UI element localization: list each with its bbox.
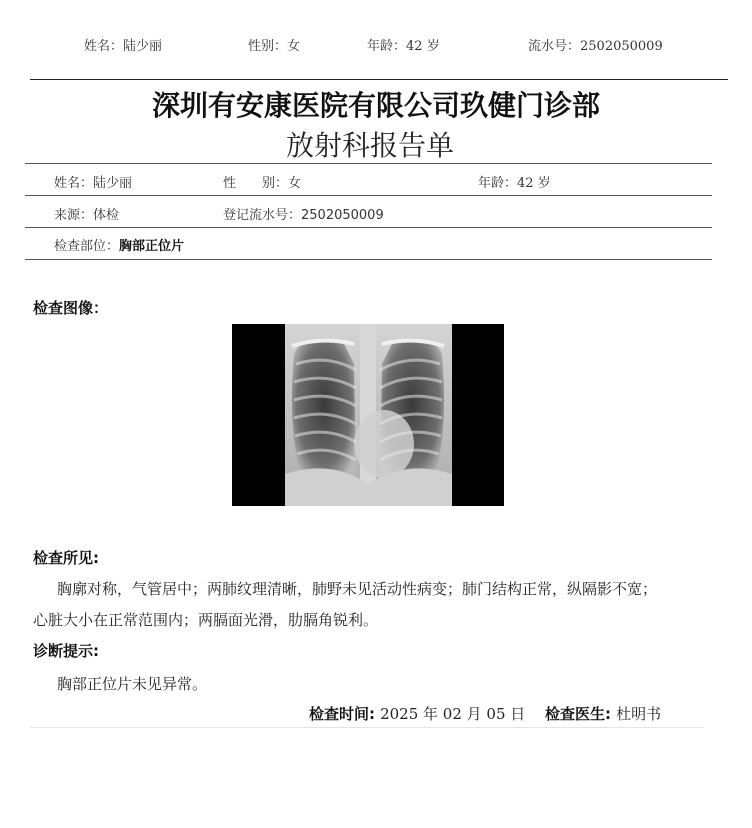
exam-doctor bbox=[545, 703, 661, 724]
patient-gender: 性 别：女 bbox=[223, 176, 302, 191]
patient-source: 来源：体检 bbox=[54, 208, 120, 223]
findings-text-line1: 胸廓对称，气管居中；两肺纹理清晰，肺野未见活动性病变；肺门结构正常，纵隔影不宽； bbox=[57, 580, 658, 598]
header-name: 姓名：陆少丽 bbox=[84, 39, 163, 54]
header-gender: 性别：女 bbox=[248, 39, 301, 54]
exam-time-label: 检查时间: bbox=[309, 705, 375, 723]
exam-time bbox=[309, 703, 525, 724]
table-bottom-border bbox=[25, 259, 712, 260]
image-section-label: 检查图像： bbox=[33, 299, 109, 317]
exam-part: 检查部位：胸部正位片 bbox=[54, 239, 185, 254]
patient-age: 年龄：42 岁 bbox=[478, 176, 551, 191]
diagnosis-text: 胸部正位片未见异常。 bbox=[57, 675, 208, 693]
report-title: 放射科报告单 bbox=[285, 129, 454, 162]
doctor-value: 杜明书 bbox=[616, 705, 662, 723]
chest-xray-drawing bbox=[232, 324, 504, 506]
table-row-divider bbox=[25, 195, 712, 196]
exam-time-value: 2025 年 02 月 05 日 bbox=[380, 705, 526, 723]
patient-serial: 登记流水号：2502050009 bbox=[223, 208, 384, 223]
doctor-label: 检查医生: bbox=[545, 705, 611, 723]
table-top-border bbox=[25, 163, 712, 164]
patient-name: 姓名：陆少丽 bbox=[54, 176, 133, 191]
hospital-name: 深圳有安康医院有限公司玖健门诊部 bbox=[151, 89, 600, 122]
table-row-divider bbox=[25, 227, 712, 228]
header-divider bbox=[30, 79, 728, 80]
header-serial: 流水号：2502050009 bbox=[528, 39, 663, 54]
findings-label: 检查所见: bbox=[33, 549, 99, 567]
findings-text-line2: 心脏大小在正常范围内；两膈面光滑，肋膈角锐利。 bbox=[33, 611, 379, 629]
header-age: 年龄：42 岁 bbox=[367, 39, 440, 54]
chest-xray-image bbox=[232, 324, 504, 506]
diagnosis-label: 诊断提示: bbox=[33, 642, 99, 660]
footer-divider bbox=[30, 727, 704, 728]
